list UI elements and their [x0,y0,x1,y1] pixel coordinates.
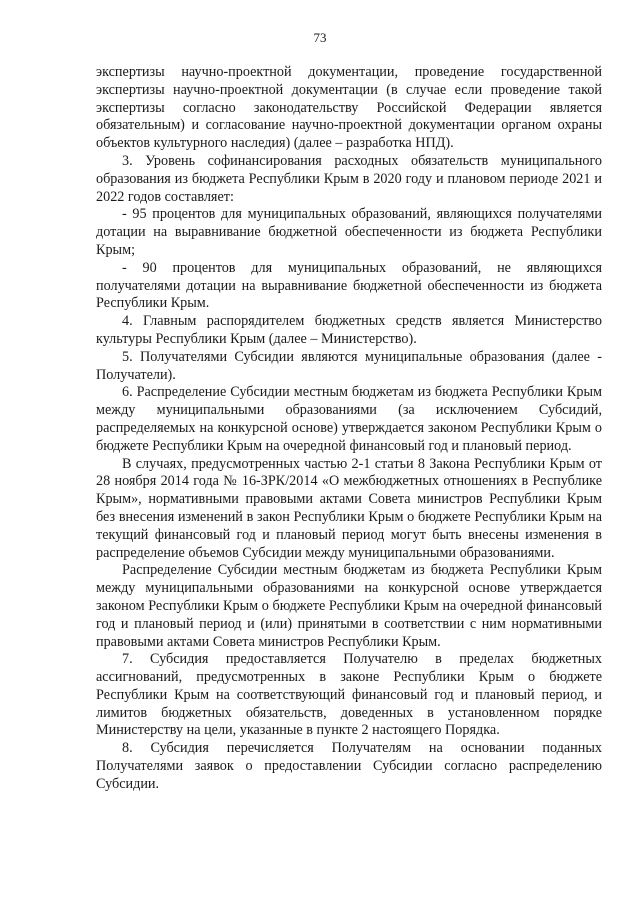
page-number: 73 [313,30,327,45]
paragraph-item-5: 5. Получателями Субсидии являются муниципальные образования (далее - Получатели). [96,348,602,383]
paragraph-item-3: 3. Уровень софинансирования расходных обязательств муниципального образования из бюджета Республики Крым в 2020 году и плановом периоде 2021 и 2022 годов составляет: [96,152,602,205]
paragraph-dash-95: - 95 процентов для муниципальных образований, являющихся получателями дотации на выравнивание бюджетной обеспеченности из бюджета Республики Крым; [96,206,602,258]
paragraph-item-4: 4. Главным распорядителем бюджетных средств является Министерство культуры Республики Крым (далее – Министерство). [96,313,602,347]
paragraph-distribution: Распределение Субсидии местным бюджетам из бюджета Республики Крым между муниципальными образованиями на конкурсной основе утверждается законом Республики Крым о бюджете Республики Крым на очередной финансовый год и плановый период и (или) принятыми в соответствии с ним нормативными правовыми актами Совета министров Республики Крым. [96,562,602,650]
paragraph-item-7: 7. Субсидия предоставляется Получателю в пределах бюджетных ассигнований, предусмотренных в законе Республики Крым о бюджете Республики Крым на соответствующий финансовый год и плановый период, и лимитов бюджетных обязательств, доведенных в установленном порядке Министерству на цели, указанные в пункте 2 настоящего Порядка. [96,651,602,739]
paragraph-item-6: 6. Распределение Субсидии местным бюджетам из бюджета Республики Крым между муниципальными образованиями (за исключением Субсидий, распределяемых на конкурсной основе) утверждается законом Республики Крым о бюджете Республики Крым на очередной финансовый год и плановый период. [96,384,602,454]
document-body [96,64,602,794]
paragraph-item-8: 8. Субсидия перечисляется Получателям на основании поданных Получателями заявок о предоставлении Субсидии согласно распределению Субсидии. [96,740,602,792]
paragraph-dash-90: - 90 процентов для муниципальных образований, не являющихся получателями дотации на выравнивание бюджетной обеспеченности из бюджета Республики Крым. [96,259,602,312]
paragraph-continuation: экспертизы научно-проектной документации, проведение государственной экспертизы научно-проектной документации (в случае если проведение такой экспертизы согласно законодательству Российской Федерации является обязательным) и согласование научно-проектной документации органом охраны объектов культурного наследия) (далее – разработка НПД). [96,64,602,152]
paragraph-cases: В случаях, предусмотренных частью 2-1 статьи 8 Закона Республики Крым от 28 ноября 2014 года № 16-ЗРК/2014 «О межбюджетных отношениях в Республике Крым», нормативными правовыми актами Совета министров Республики Крым без внесения изменений в закон Республики Крым о бюджете Республики Крым на текущий финансовый год и плановый период могут быть внесены изменения в распределение объемов Субсидии между муниципальными образованиями. [96,455,602,561]
